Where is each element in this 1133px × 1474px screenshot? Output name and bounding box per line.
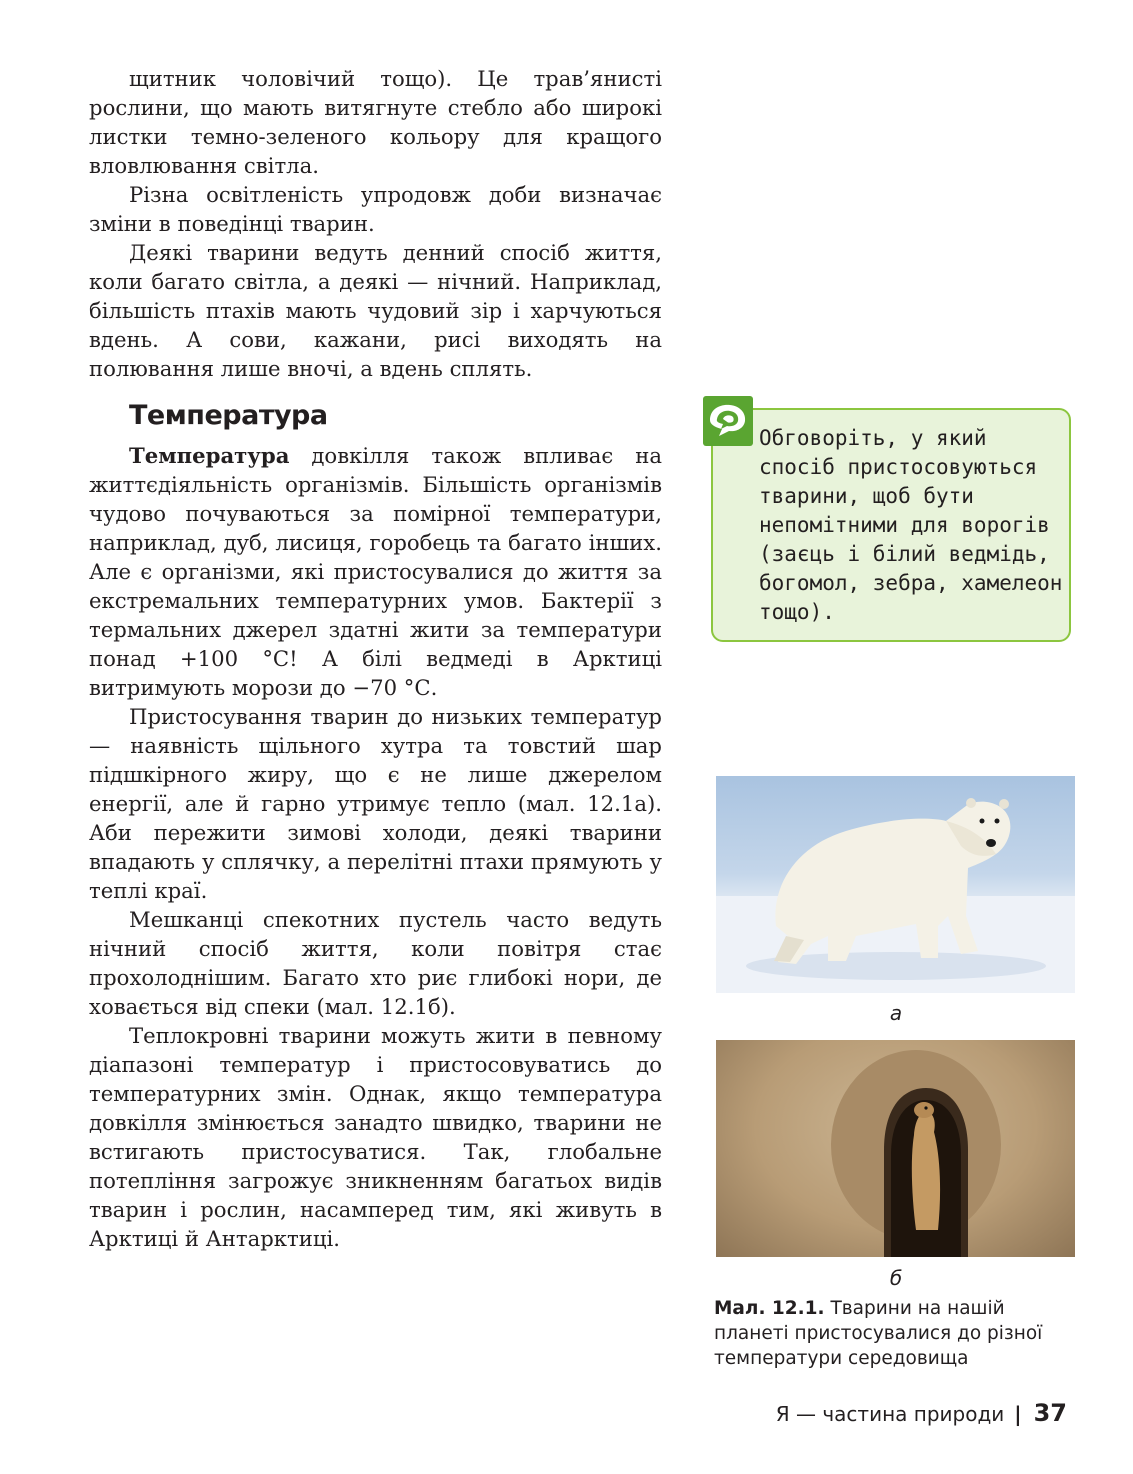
page-number: 37 [1033, 1399, 1067, 1427]
caption-text: Тварини на нашій планеті пристосувалися до різної температури середовища [714, 1298, 1043, 1369]
section-heading: Температура [129, 400, 328, 431]
paragraph-4 [89, 441, 662, 702]
main-text-column [89, 64, 662, 1253]
meerkat-burrow-photo [716, 1040, 1075, 1257]
paragraph-2: Різна освітленість упродовж доби визначає зміни в поведінці тварин. [89, 182, 662, 236]
caption-label: Мал. 12.1. [714, 1298, 825, 1319]
paragraph-1: щитник чоловічий тощо). Це трав’янисті рослини, що мають витягнуте стебло або широкі листки темно-зеленого кольору для кращого вловлювання світла. [89, 66, 662, 178]
footer-section-title: Я — частина природи [775, 1402, 1005, 1426]
paragraph-7: Теплокровні тварини можуть жити в певному діапазоні температур і пристосовуватись до температурних змін. Однак, якщо температура довкілля змінюється занадто швидко, тварини не встигають пристосуватися. Так, глобальне потепління загрожує зникненням багатьох видів тварин і рослин, насамперед тим, які живуть в Арктиці й Антарктиці. [89, 1023, 662, 1251]
footer-separator: | [1014, 1402, 1022, 1426]
paragraph-6: Мешканці спекотних пустель часто ведуть нічний спосіб життя, коли повітря стає прохолоднішим. Багато хто риє глибокі нори, де ховається від спеки (мал. 12.1б). [89, 907, 662, 1019]
paragraph-3: Деякі тварини ведуть денний спосіб життя, коли багато світла, а деякі — нічний. Наприклад, більшість птахів мають чудовий зір і харчуються вдень. А сови, кажани, рисі виходять на полювання лише вночі, а вдень сплять. [89, 240, 662, 381]
discussion-text: Обговоріть, у який спосіб пристосовуються тварини, щоб бути непомітними для ворогів (заєць і білий ведмідь, богомол, зебра, хамелеон тощо). [759, 426, 1063, 624]
paragraph-5: Пристосування тварин до низьких температур — наявність щільного хутра та товстий шар підшкірного жиру, що є не лише джерелом енергії, але й гарно утримує тепло (мал. 12.1а). Аби пережити зимові холоди, деякі тварини впадають у сплячку, а перелітні птахи прямують у теплі краї. [89, 704, 662, 903]
term-temperature: Температура [129, 443, 290, 468]
figure-label-b: б [889, 1266, 903, 1290]
discussion-box [711, 408, 1071, 642]
polar-bear-photo [716, 776, 1075, 993]
page-footer [776, 1399, 1067, 1427]
speech-bubbles-icon [703, 396, 753, 446]
figure-caption [714, 1296, 1074, 1371]
paragraph-4-text: довкілля також впливає на життєдіяльність організмів. Більшість організмів чудово почуваються за помірної температури, наприклад, дуб, лисиця, горобець та багато інших. Але є організми, які пристосувалися до життя за екстремальних температурних умов. Бактерії з термальних джерел здатні жити за температури понад +100 °С! А білі ведмеді в Арктиці витримують морози до −70 °С. [89, 443, 662, 700]
figure-label-a: а [889, 1001, 903, 1025]
